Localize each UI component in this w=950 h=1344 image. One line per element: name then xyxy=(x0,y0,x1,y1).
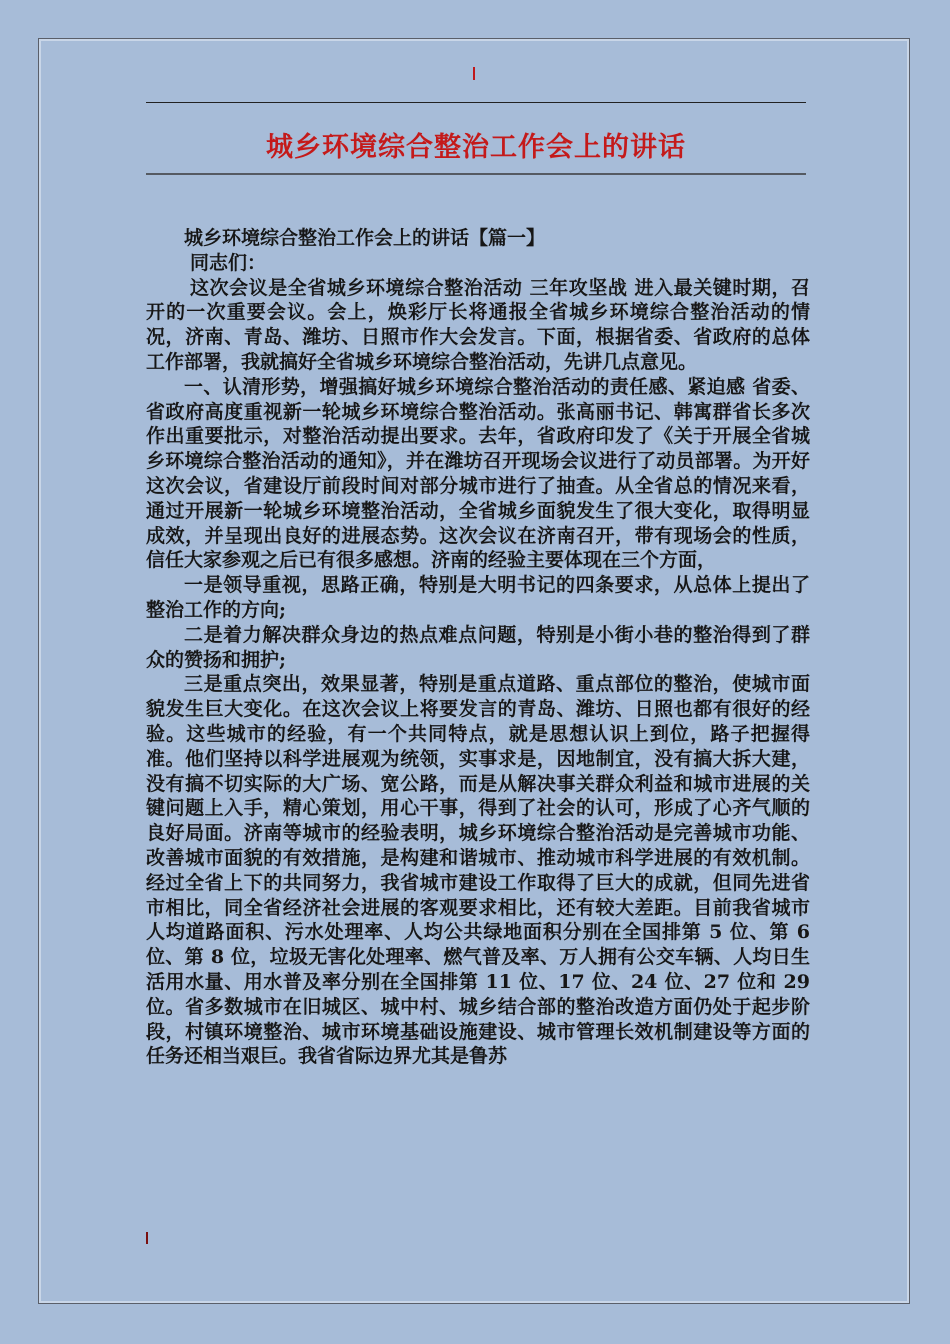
paragraph-intro: 这次会议是全省城乡环境综合整治活动 三年攻坚战 进入最关键时期，召开的一次重要会议。会上，焕彩厅长将通报全省城乡环境综合整治活动的情况，济南、青岛、潍坊、日照市作大会发言。下面，根据省委、省政府的总体工作部署，我就搞好全省城乡环境综合整治活动，先讲几点意见。 xyxy=(146,276,810,373)
paragraph-point-three: 三是重点突出，效果显著，特别是重点道路、重点部位的整治，使城市面貌发生巨大变化。在这次会议上将要发言的青岛、潍坊、日照也都有很好的经验。这些城市的经验，有一个共同特点，就是思想认识上到位，路子把握得准。他们坚持以科学进展观为统领，实事求是，因地制宜，没有搞大拆大建，没有搞不切实际的大广场、宽公路，而是从解决事关群众利益和城市进展的关键问题上入手，精心策划，用心干事，得到了社会的认可，形成了心齐气顺的良好局面。济南等城市的经验表明，城乡环境综合整治活动是完善城市功能、改善城市面貌的有效措施，是构建和谐城市、推动城市科学进展的有效机制。经过全省上下的共同努力，我省城市建设工作取得了巨大的成就，但同先进省市相比，同全省经济社会进展的客观要求相比，还有较大差距。目前我省城市人均道路面积、污水处理率、人均公共绿地面积分别在全国排第 5 位、第 6 位、第 8 位，垃圾无害化处理率、燃气普及率、万人拥有公交车辆、人均日生活用水量、用水普及率分别在全国排第 11 位、17 位、24 位、27 位和 29 位。省多数城市在旧城区、城中村、城乡结合部的整治改造方面仍处于起步阶段，村镇环境整治、城市环境基础设施建设、城市管理长效机制建设等方面的任务还相当艰巨。我省省际边界尤其是鲁苏 xyxy=(146,673,810,1068)
title-rule xyxy=(146,173,806,175)
document-title: 城乡环境综合整治工作会上的讲话 xyxy=(266,132,686,163)
document-body xyxy=(146,226,810,1069)
paragraph-point-two: 二是着力解决群众身边的热点难点问题，特别是小街小巷的整治得到了群众的赞扬和拥护; xyxy=(146,623,810,671)
paragraph-point-one: 一是领导重视，思路正确，特别是大明书记的四条要求，从总体上提出了整治工作的方向; xyxy=(146,574,810,621)
salutation: 同志们： xyxy=(190,251,267,274)
section-heading: 城乡环境综合整治工作会上的讲话【篇一】 xyxy=(184,227,546,249)
footer-mark xyxy=(146,1232,148,1244)
header-mark xyxy=(473,67,475,80)
header-rule xyxy=(146,102,806,103)
paragraph-section-one: 一、认清形势，增强搞好城乡环境综合整治活动的责任感、紧迫感 省委、省政府高度重视新一轮城乡环境综合整治活动。张高丽书记、韩寓群省长多次作出重要批示，对整治活动提出要求。去年，省政府印发了《关于开展全省城乡环境综合整治活动的通知》，并在潍坊召开现场会议进行了动员部署。为开好这次会议，省建设厅前段时间对部分城市进行了抽查。从全省总的情况来看，通过开展新一轮城乡环境整治活动，全省城乡面貌发生了很大变化，取得明显成效，并呈现出良好的进展态势。这次会议在济南召开，带有现场会的性质，信任大家参观之后已有很多感想。济南的经验主要体现在三个方面， xyxy=(146,375,810,572)
